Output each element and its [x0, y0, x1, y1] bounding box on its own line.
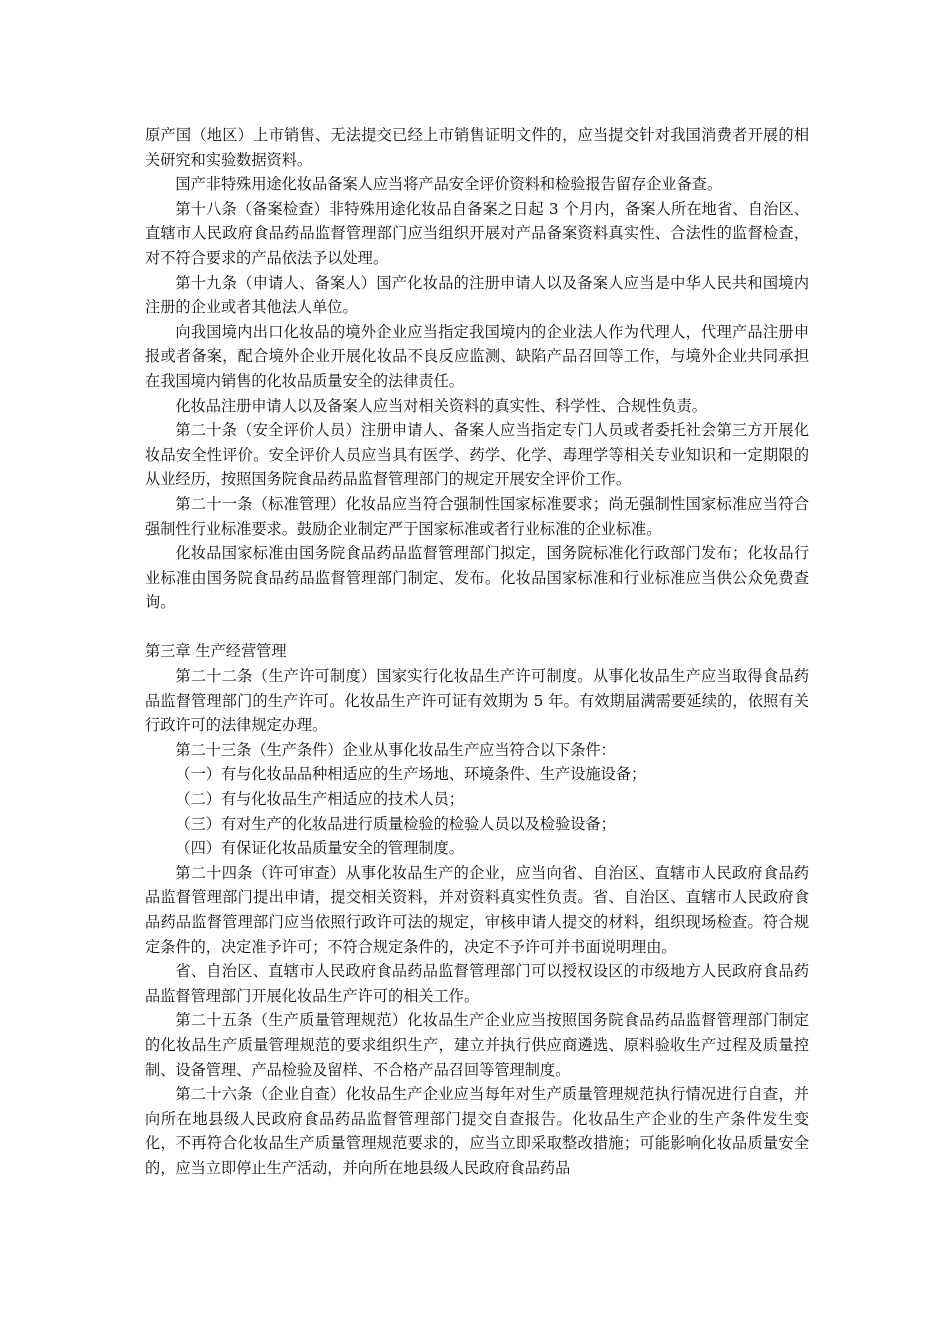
- list-item: （三）有对生产的化妆品进行质量检验的检验人员以及检验设备；: [175, 814, 616, 833]
- article-24: 第二十四条（许可审查）从事化妆品生产的企业，应当向省、自治区、直辖市人民政府食品药品监督管理部门提出申请，提交相关资料，并对资料真实性负责。省、自治区、直辖市人民政府食品药品监督管理部门应当依照行政许可法的规定，审核申请人提交的材料，组织现场检查。符合规定条件的，决定准予许可；不符合规定条件的，决定不予许可并书面说明理由。: [145, 863, 809, 956]
- article-19: 第十九条（申请人、备案人）国产化妆品的注册申请人以及备案人应当是中华人民共和国境内注册的企业或者其他法人单位。: [145, 273, 809, 317]
- list-item: （四）有保证化妆品质量安全的管理制度。: [175, 839, 464, 858]
- article-20: 第二十条（安全评价人员）注册申请人、备案人应当指定专门人员或者委托社会第三方开展化妆品安全性评价。安全评价人员应当具有医学、药学、化学、毒理学等相关专业知识和一定期限的从业经历，按照国务院食品药品监督管理部门的规定开展安全评价工作。: [145, 421, 809, 489]
- paragraph: 向我国境内出口化妆品的境外企业应当指定我国境内的企业法人作为代理人，代理产品注册申报或者备案，配合境外企业开展化妆品不良反应监测、缺陷产品召回等工作，与境外企业共同承担在我国境内销售的化妆品质量安全的法律责任。: [145, 322, 809, 390]
- article-26: 第二十六条（企业自查）化妆品生产企业应当每年对生产质量管理规范执行情况进行自查，并向所在地县级人民政府食品药品监督管理部门提交自查报告。化妆品生产企业的生产条件发生变化，不再符合化妆品生产质量管理规范要求的，应当立即采取整改措施；可能影响化妆品质量安全的，应当立即停止生产活动，并向所在地县级人民政府食品药品: [145, 1085, 809, 1177]
- article-25: 第二十五条（生产质量管理规范）化妆品生产企业应当按照国务院食品药品监督管理部门制定的化妆品生产质量管理规范的要求组织生产，建立并执行供应商遴选、原料验收生产过程及质量控制、设备管理、产品检验及留样、不合格产品召回等管理制度。: [145, 1011, 809, 1079]
- article-23: 第二十三条（生产条件）企业从事化妆品生产应当符合以下条件：: [175, 740, 616, 759]
- paragraph: 化妆品注册申请人以及备案人应当对相关资料的真实性、科学性、合规性负责。: [175, 396, 707, 415]
- document-page: [145, 123, 809, 1181]
- paragraph-continuation: 原产国（地区）上市销售、无法提交已经上市销售证明文件的，应当提交针对我国消费者开展的相关研究和实验数据资料。: [145, 126, 809, 169]
- article-18: 第十八条（备案检查）非特殊用途化妆品自备案之日起 3 个月内，备案人所在地省、自治区、直辖市人民政府食品药品监督管理部门应当组织开展对产品备案资料真实性、合法性的监督检查，对不符合要求的产品依法予以处理。: [145, 199, 809, 267]
- list-item: （一）有与化妆品品种相适应的生产场地、环境条件、生产设施设备；: [175, 765, 647, 784]
- article-21: 第二十一条（标准管理）化妆品应当符合强制性国家标准要求；尚无强制性国家标准应当符合强制性行业标准要求。鼓励企业制定严于国家标准或者行业标准的企业标准。: [145, 494, 809, 538]
- paragraph: 省、自治区、直辖市人民政府食品药品监督管理部门可以授权设区的市级地方人民政府食品药品监督管理部门开展化妆品生产许可的相关工作。: [145, 962, 809, 1005]
- chapter-title: 第三章 生产经营管理: [145, 642, 287, 661]
- list-item: （二）有与化妆品生产相适应的技术人员；: [175, 790, 464, 809]
- article-22: 第二十二条（生产许可制度）国家实行化妆品生产许可制度。从事化妆品生产应当取得食品药品监督管理部门的生产许可。化妆品生产许可证有效期为 5 年。有效期届满需要延续的，依照有关行政许可的法律规定办理。: [145, 667, 809, 735]
- paragraph: 化妆品国家标准由国务院食品药品监督管理部门拟定，国务院标准化行政部门发布；化妆品行业标准由国务院食品药品监督管理部门制定、发布。化妆品国家标准和行业标准应当供公众免费查询。: [145, 544, 809, 612]
- paragraph: 国产非特殊用途化妆品备案人应当将产品安全评价资料和检验报告留存企业备查。: [175, 175, 723, 194]
